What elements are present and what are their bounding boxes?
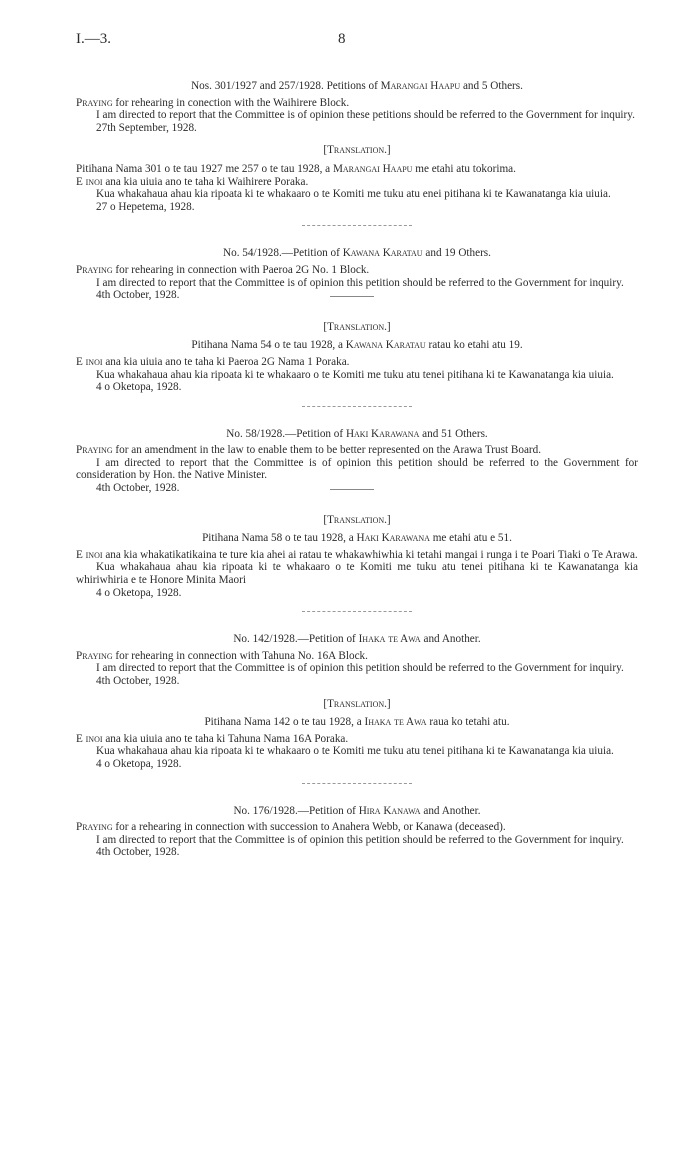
report-date: 4th October, 1928. bbox=[96, 482, 180, 495]
translation-prayer: E inoi ana kia uiuia ano te taha ki Waihirere Poraka. bbox=[76, 175, 309, 188]
translation-heading: [Translation.] bbox=[323, 320, 391, 333]
translation-heading: [Translation.] bbox=[323, 513, 391, 526]
translation-title: Pitihana Nama 142 o te tau 1928, a Ihaka te Awa raua ko tetahi atu. bbox=[204, 716, 510, 729]
petition-prayer: Praying for rehearing in connection with Tahuna No. 16A Block. bbox=[76, 649, 368, 662]
report-date: 4th October, 1928. bbox=[96, 846, 180, 859]
translation-divider bbox=[76, 495, 638, 504]
translation-title: Pitihana Nama 301 o te tau 1927 me 257 o te tau 1928, a Marangai Haapu me etahi atu tokorima. bbox=[76, 162, 516, 175]
section-divider bbox=[76, 394, 638, 428]
paper-reference: I.—3. bbox=[76, 31, 111, 47]
translation-title: Pitihana Nama 54 o te tau 1928, a Kawana Karatau ratau ko etahi atu 19. bbox=[191, 339, 523, 352]
translation-date: 4 o Oketopa, 1928. bbox=[96, 757, 182, 770]
petition-title: No. 142/1928.—Petition of Ihaka te Awa and Another. bbox=[233, 633, 481, 646]
document-body bbox=[76, 80, 638, 859]
translation-date: 4 o Oketopa, 1928. bbox=[96, 381, 182, 394]
translation-heading: [Translation.] bbox=[323, 144, 391, 157]
translation-date: 27 o Hepetema, 1928. bbox=[96, 200, 195, 213]
translation-report: Kua whakahaua ahau kia ripoata ki te whakaaro o te Komiti me tuku atu tenei pitihana ki te Kawanatanga kia uiuia. bbox=[96, 368, 614, 381]
petition-prayer: Praying for rehearing in connection with Paeroa 2G No. 1 Block. bbox=[76, 263, 370, 276]
committee-report: I am directed to report that the Committee is of opinion this petition should be referred to the Government for consideration by Hon. the Native Minister. bbox=[76, 456, 638, 482]
translation-prayer: E inoi ana kia uiuia ano te taha ki Tahuna Nama 16A Poraka. bbox=[76, 732, 349, 745]
section-divider bbox=[76, 599, 638, 633]
petition-title: No. 54/1928.—Petition of Kawana Karatau and 19 Others. bbox=[223, 247, 491, 260]
petition-section bbox=[76, 247, 638, 393]
committee-report: I am directed to report that the Committee is of opinion this petition should be referred to the Government for inquiry. bbox=[96, 662, 624, 675]
page-number: 8 bbox=[338, 31, 346, 47]
translation-title: Pitihana Nama 58 o te tau 1928, a Haki Karawana me etahi atu e 51. bbox=[202, 532, 512, 545]
report-date: 4th October, 1928. bbox=[96, 289, 180, 302]
petition-section bbox=[76, 633, 638, 770]
page-header bbox=[76, 30, 640, 50]
translation-prayer: E inoi ana kia whakatikatikaina te ture kia ahei ai ratau te whakawhiwhia ki tetahi mangai i runga i te Poari Tiaki o Te Arawa. bbox=[76, 548, 638, 561]
petition-section bbox=[76, 80, 638, 213]
translation-report: Kua whakahaua ahau kia ripoata ki te whakaaro o te Komiti me tuku atu tenei pitihana ki te Kawanatanga kia uiuia. bbox=[96, 745, 614, 758]
petition-section bbox=[76, 428, 638, 600]
petition-title: No. 176/1928.—Petition of Hira Kanawa and Another. bbox=[233, 804, 481, 817]
petition-title: Nos. 301/1927 and 257/1928. Petitions of Marangai Haapu and 5 Others. bbox=[191, 80, 523, 92]
translation-date: 4 o Oketopa, 1928. bbox=[96, 586, 182, 599]
committee-report: I am directed to report that the Committee is of opinion this petition should be referred to the Government for inquiry. bbox=[96, 276, 624, 289]
report-date: 4th October, 1928. bbox=[96, 675, 180, 687]
petition-prayer: Praying for a rehearing in connection with succession to Anahera Webb, or Kanawa (deceased). bbox=[76, 821, 506, 834]
translation-report: Kua whakahaua ahau kia ripoata ki te whakaaro o te Komiti me tuku atu tenei pitihana ki te Kawanatanga kia whiriwhiria e te Honore Minita Maori bbox=[76, 561, 638, 587]
committee-report: I am directed to report that the Committee is of opinion these petitions should be referred to the Government for inquiry. bbox=[96, 109, 635, 122]
report-date: 27th September, 1928. bbox=[96, 121, 197, 134]
petition-prayer: Praying for rehearing in conection with the Waihirere Block. bbox=[76, 96, 350, 109]
section-divider bbox=[76, 771, 638, 805]
translation-heading: [Translation.] bbox=[323, 697, 391, 710]
section-divider bbox=[76, 213, 638, 247]
petition-title: No. 58/1928.—Petition of Haki Karawana and 51 Others. bbox=[226, 427, 488, 440]
translation-report: Kua whakahaua ahau kia ripoata ki te whakaaro o te Komiti me tuku atu enei pitihana ki te Kawanatanga kia uiuia. bbox=[96, 188, 611, 201]
translation-divider bbox=[76, 302, 638, 311]
petition-prayer: Praying for an amendment in the law to enable them to be better represented on the Arawa Trust Board. bbox=[76, 444, 542, 457]
committee-report: I am directed to report that the Committee is of opinion this petition should be referred to the Government for inquiry. bbox=[96, 833, 624, 846]
petition-section bbox=[76, 805, 638, 859]
translation-prayer: E inoi ana kia uiuia ano te taha ki Paeroa 2G Nama 1 Poraka. bbox=[76, 355, 350, 368]
